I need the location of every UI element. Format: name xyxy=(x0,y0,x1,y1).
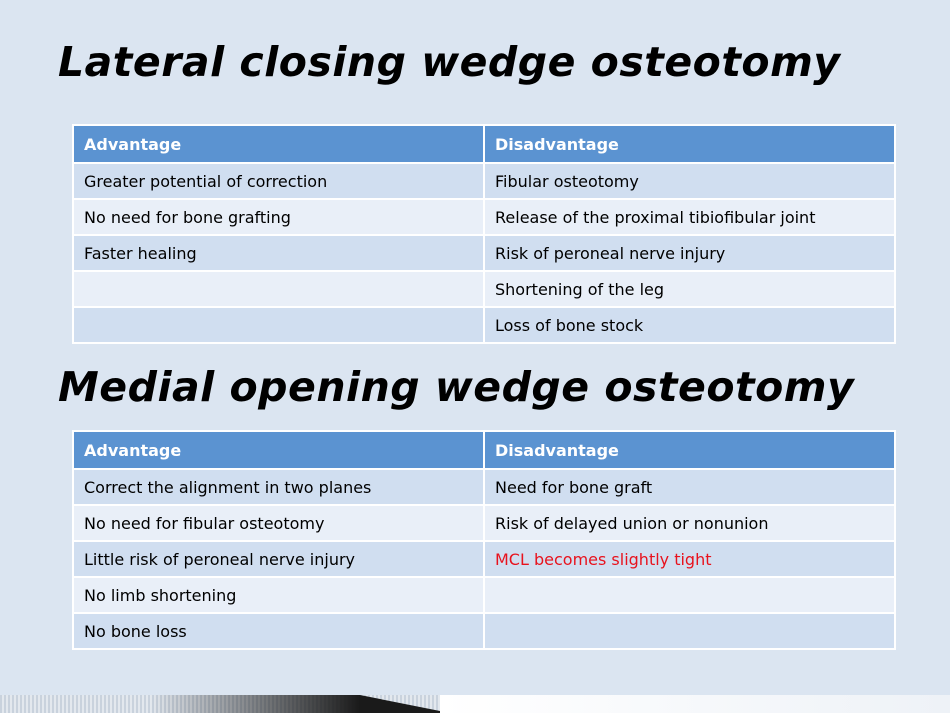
table-row xyxy=(73,199,895,235)
table-row xyxy=(73,271,895,307)
disadvantage-cell: Shortening of the leg xyxy=(484,271,895,307)
disadvantage-cell xyxy=(484,577,895,613)
table-row xyxy=(73,505,895,541)
medial-comparison-table xyxy=(72,430,896,650)
advantage-cell: No bone loss xyxy=(73,613,484,649)
table-header-row xyxy=(73,431,895,469)
advantage-cell: No need for bone grafting xyxy=(73,199,484,235)
advantage-cell xyxy=(73,271,484,307)
disadvantage-cell: Fibular osteotomy xyxy=(484,163,895,199)
advantage-cell: Correct the alignment in two planes xyxy=(73,469,484,505)
disadvantage-cell-highlighted: MCL becomes slightly tight xyxy=(484,541,895,577)
table-row xyxy=(73,469,895,505)
advantage-cell: Little risk of peroneal nerve injury xyxy=(73,541,484,577)
disadvantage-cell xyxy=(484,613,895,649)
section-title-lateral: Lateral closing wedge osteotomy xyxy=(58,38,841,86)
arrow-decoration-icon xyxy=(360,695,450,713)
table-row xyxy=(73,163,895,199)
footer-white-fade xyxy=(440,695,950,713)
header-advantage: Advantage xyxy=(73,125,484,163)
table-row xyxy=(73,307,895,343)
lateral-comparison-table xyxy=(72,124,896,344)
disadvantage-cell: Release of the proximal tibiofibular joint xyxy=(484,199,895,235)
advantage-cell: Faster healing xyxy=(73,235,484,271)
header-disadvantage: Disadvantage xyxy=(484,125,895,163)
section-title-medial: Medial opening wedge osteotomy xyxy=(58,363,855,411)
disadvantage-cell: Loss of bone stock xyxy=(484,307,895,343)
disadvantage-cell: Risk of delayed union or nonunion xyxy=(484,505,895,541)
disadvantage-cell: Need for bone graft xyxy=(484,469,895,505)
arrow-shadow xyxy=(150,695,360,713)
table-row xyxy=(73,577,895,613)
header-advantage: Advantage xyxy=(73,431,484,469)
disadvantage-cell: Risk of peroneal nerve injury xyxy=(484,235,895,271)
table-header-row xyxy=(73,125,895,163)
header-disadvantage: Disadvantage xyxy=(484,431,895,469)
advantage-cell xyxy=(73,307,484,343)
table-row xyxy=(73,541,895,577)
table-row xyxy=(73,235,895,271)
advantage-cell: No need for fibular osteotomy xyxy=(73,505,484,541)
table-row xyxy=(73,613,895,649)
decorative-footer-band xyxy=(0,695,950,713)
advantage-cell: Greater potential of correction xyxy=(73,163,484,199)
advantage-cell: No limb shortening xyxy=(73,577,484,613)
